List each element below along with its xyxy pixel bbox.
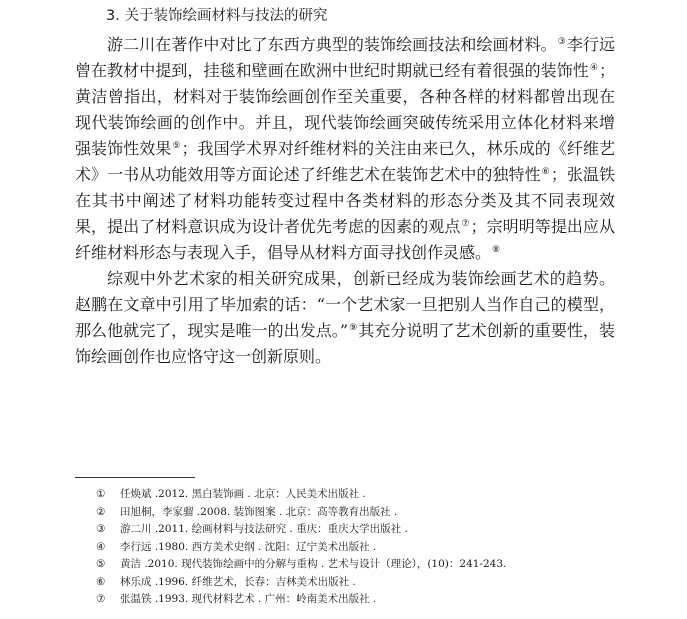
- footnote-ref: ⑦: [461, 218, 470, 229]
- footnote-divider: [75, 477, 195, 478]
- footnote-item: [96, 504, 656, 522]
- text-segment: ；黄洁曾指出，材料对于装饰绘画创作至关重要，各种各样的材料都曾出现在现代装饰绘画的创作中。并且，现代装饰绘画突破传统采用立体化材料来增强装饰性效果: [75, 61, 615, 158]
- text-segment: 李行远曾在教材中提到，挂毯和壁画在欧洲中世纪时期就已经有着很强的装饰性: [75, 35, 615, 80]
- footnote-item: [96, 591, 656, 609]
- footnote-mark: ④: [96, 540, 106, 553]
- footnote-text: 任焕斌 .2012. 黑白装饰画 . 北京：人民美术出版社 .: [120, 488, 366, 500]
- footnote-ref: ③: [557, 36, 566, 47]
- body-text: [75, 32, 615, 370]
- footnote-ref: ④: [589, 62, 598, 73]
- paragraph-2: [75, 266, 615, 370]
- footnote-mark: ①: [96, 488, 106, 500]
- footnote-mark: ②: [96, 505, 106, 518]
- text-segment: ；我国学术界对纤维材料的关注由来已久，林乐成的《纤维艺术》一书从功能效用等方面论述了纤维艺术在装饰艺术中的独特性: [75, 139, 615, 184]
- text-segment: ；宗明明等提出应从纤维材料形态与表现入手，倡导从材料方面寻找创作灵感。: [75, 217, 615, 262]
- footnote-mark: ⑦: [96, 593, 106, 605]
- footnote-ref: ⑤: [172, 140, 181, 151]
- footnote-text: 黄洁 .2010. 现代装饰绘画中的分解与重构 . 艺术与设计（理论），(10)：241-243.: [120, 558, 507, 570]
- footnote-mark: ⑥: [96, 575, 106, 588]
- footnote-item: [96, 574, 656, 592]
- footnote-mark: ⑤: [96, 558, 106, 570]
- footnote-ref: ⑨: [349, 322, 358, 333]
- footnote-text: 张温铁 .1993. 现代材料艺术 . 广州：岭南美术出版社 .: [120, 593, 377, 605]
- footnote-item: [96, 521, 656, 539]
- section-heading: 3. 关于装饰绘画材料与技法的研究: [106, 8, 328, 24]
- text-segment: 游二川在著作中对比了东西方典型的装饰绘画技法和绘画材料。: [107, 35, 557, 54]
- footnote-text: 游二川 .2011. 绘画材料与技法研究 . 重庆：重庆大学出版社 .: [120, 523, 408, 535]
- footnote-text: 田旭桐，李家骝 .2008. 装饰图案 . 北京：高等教育出版社 .: [120, 505, 398, 518]
- paragraph-1: [75, 32, 615, 266]
- footnote-text: 李行远 .1980. 西方美术史纲 . 沈阳：辽宁美术出版社 .: [120, 540, 377, 553]
- footnote-list: [96, 486, 656, 609]
- footnote-text: 林乐成 .1996. 纤维艺术，长春：吉林美术出版社 .: [120, 575, 356, 588]
- text-segment: ；张温铁在其书中阐述了材料功能转变过程中各类材料的形态分类及其不同表现效果，提出了材料意识成为设计者优先考虑的因素的观点: [75, 165, 615, 236]
- footnote-mark: ③: [96, 523, 106, 535]
- text-segment: 其充分说明了艺术创新的重要性，装饰绘画创作也应恪守这一创新原则。: [75, 321, 615, 366]
- footnote-item: [96, 486, 656, 504]
- footnote-ref: ⑧: [492, 244, 501, 255]
- footnote-ref: ⑥: [541, 166, 550, 177]
- footnote-item: [96, 556, 656, 574]
- footnote-item: [96, 539, 656, 557]
- text-segment: 综观中外艺术家的相关研究成果，创新已经成为装饰绘画艺术的趋势。赵鹏在文章中引用了毕加索的话：“一个艺术家一旦把别人当作自己的模型，那么他就完了，现实是唯一的出发点。”: [75, 269, 615, 340]
